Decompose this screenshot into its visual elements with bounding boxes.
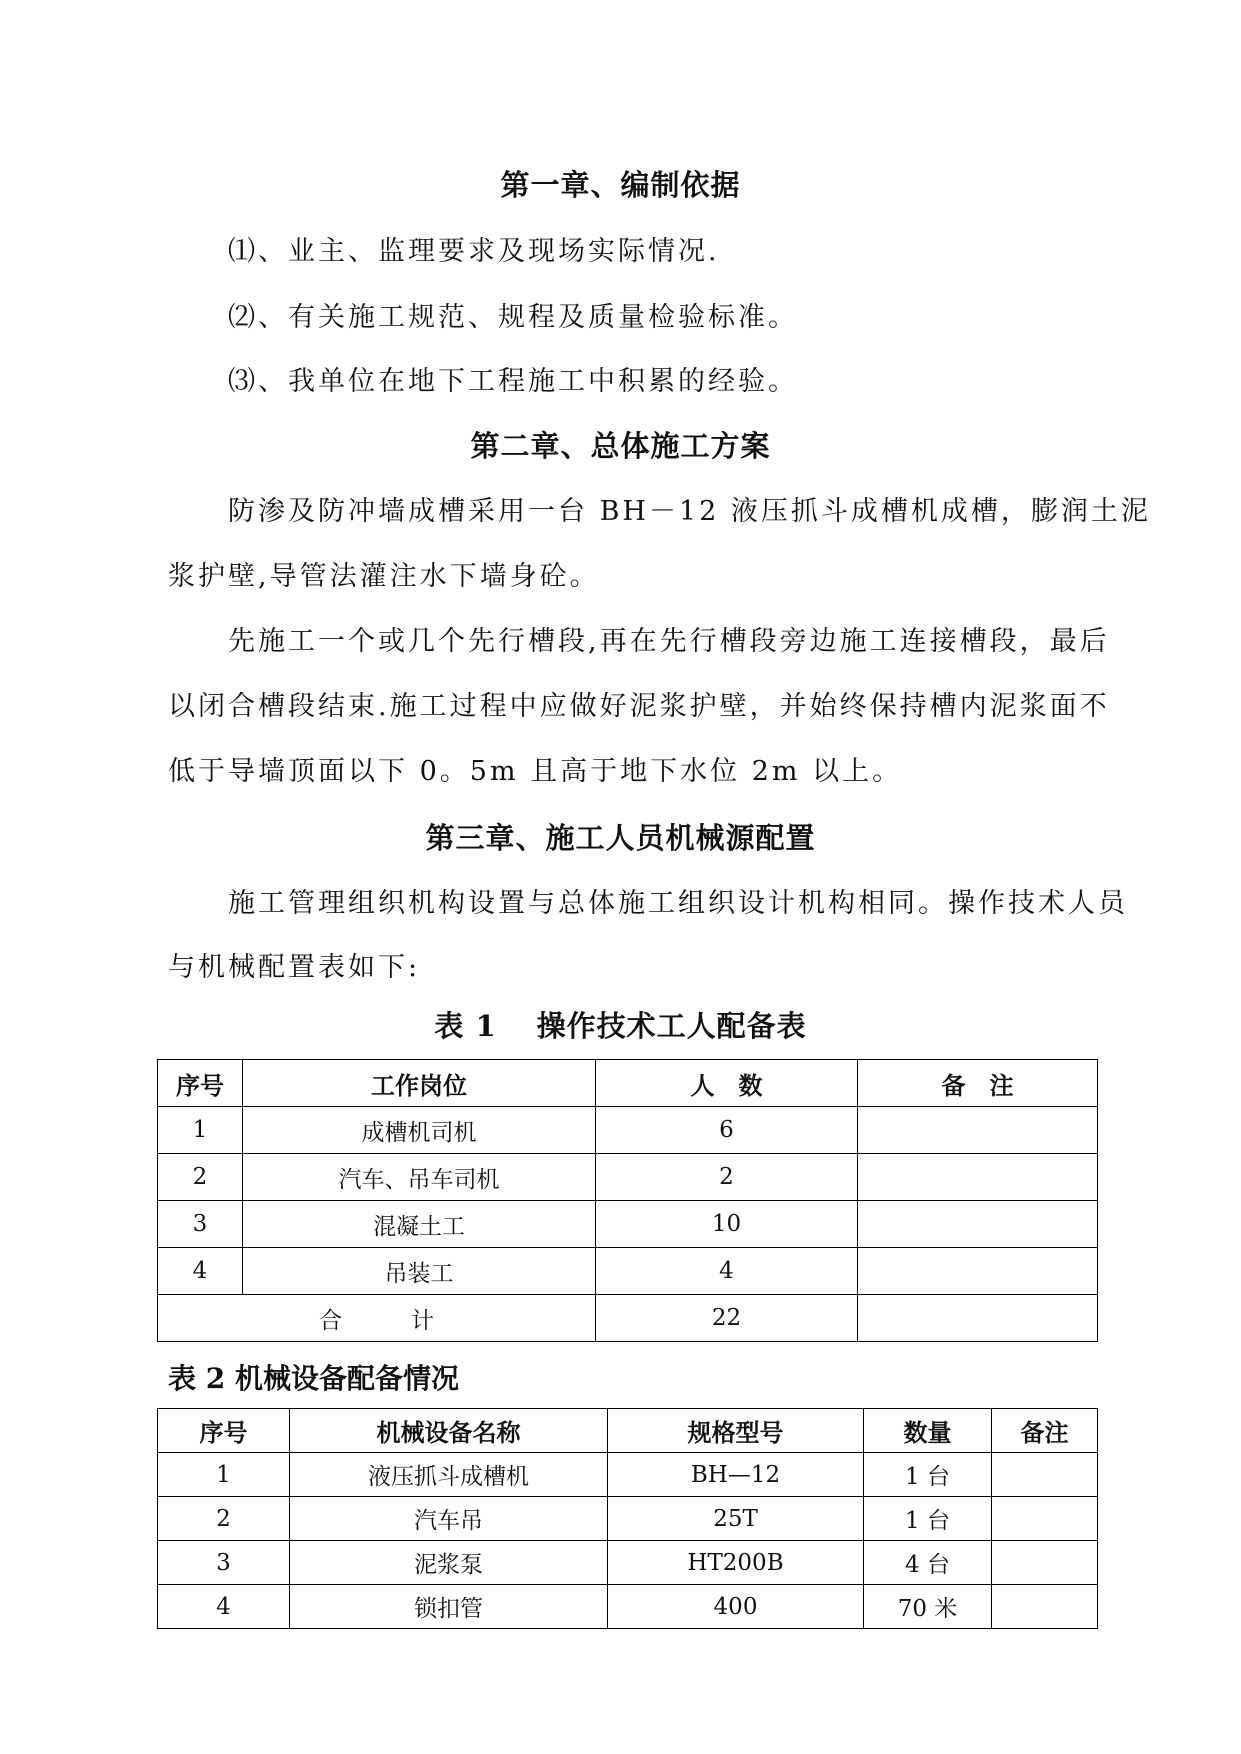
table2-cell: 锁扣管 [290, 1585, 608, 1629]
table1-header-post: 工作岗位 [243, 1060, 596, 1107]
table1-title [0, 1006, 1241, 1046]
table2-cell [992, 1453, 1098, 1497]
table2-cell: 70 米 [864, 1585, 992, 1629]
table1-header-note: 备 注 [858, 1060, 1098, 1107]
table2-cell [992, 1497, 1098, 1541]
table2-header-qty: 数量 [864, 1409, 992, 1453]
table1-cell: 2 [596, 1154, 858, 1201]
table1-total-label: 合 计 [158, 1295, 596, 1342]
table1-cell: 3 [158, 1201, 243, 1248]
table2-cell: 1 台 [864, 1453, 992, 1497]
table2-cell [992, 1541, 1098, 1585]
table1-cell [858, 1107, 1098, 1154]
table-row [158, 1541, 1098, 1585]
table2-cell: 4 台 [864, 1541, 992, 1585]
table2-cell [992, 1585, 1098, 1629]
table2-cell: HT200B [608, 1541, 864, 1585]
table1-cell: 汽车、吊车司机 [243, 1154, 596, 1201]
chapter1-item-3: ⑶、我单位在地下工程施工中积累的经验。 [228, 366, 798, 397]
chapter1-item-2: ⑵、有关施工规范、规程及质量检验标准。 [228, 302, 798, 333]
table-row [158, 1107, 1098, 1154]
table-header-row [158, 1060, 1098, 1107]
table-header-row [158, 1409, 1098, 1453]
chapter3-title: 第三章、施工人员机械源配置 [425, 821, 816, 855]
table2-cell: 2 [158, 1497, 290, 1541]
table2-header-no: 序号 [158, 1409, 290, 1453]
chapter3-para-line2: 与机械配置表如下: [168, 952, 421, 983]
chapter2-title: 第二章、总体施工方案 [470, 429, 771, 463]
table1-cell: 吊装工 [243, 1248, 596, 1295]
table1-cell: 10 [596, 1201, 858, 1248]
table1-cell: 6 [596, 1107, 858, 1154]
table2-cell: 泥浆泵 [290, 1541, 608, 1585]
chapter3-para-line1: 施工管理组织机构设置与总体施工组织设计机构相同。操作技术人员 [228, 888, 1128, 919]
table2-header-model: 规格型号 [608, 1409, 864, 1453]
chapter2-para1-line2: 浆护壁,导管法灌注水下墙身砼。 [168, 561, 600, 592]
table-row [158, 1154, 1098, 1201]
table1-cell: 1 [158, 1107, 243, 1154]
table1-header-count: 人 数 [596, 1060, 858, 1107]
chapter2-para2-line3: 低于导墙顶面以下 0。5m 且高于地下水位 2m 以上。 [168, 756, 903, 787]
chapter2-para2-line1: 先施工一个或几个先行槽段,再在先行槽段旁边施工连接槽段，最后 [228, 626, 1110, 657]
table1-title-number: 表 1 [434, 1009, 497, 1043]
table1-cell: 成槽机司机 [243, 1107, 596, 1154]
table2-cell: 1 [158, 1453, 290, 1497]
table2-cell: 400 [608, 1585, 864, 1629]
table-total-row [158, 1295, 1098, 1342]
chapter1-item-1: ⑴、业主、监理要求及现场实际情况. [228, 236, 720, 267]
table1-cell [858, 1248, 1098, 1295]
table-row [158, 1201, 1098, 1248]
table1-cell: 混凝土工 [243, 1201, 596, 1248]
table2-cell: 25T [608, 1497, 864, 1541]
table2 [157, 1408, 1098, 1629]
table1-cell: 4 [158, 1248, 243, 1295]
table2-cell: 液压抓斗成槽机 [290, 1453, 608, 1497]
table2-cell: 4 [158, 1585, 290, 1629]
chapter2-para1-line1: 防渗及防冲墙成槽采用一台 BH－12 液压抓斗成槽机成槽，膨润土泥 [228, 496, 1151, 527]
table1-title-text: 操作技术工人配备表 [536, 1009, 807, 1043]
table2-cell: 1 台 [864, 1497, 992, 1541]
table1-total-note [858, 1295, 1098, 1342]
table2-header-note: 备注 [992, 1409, 1098, 1453]
table1-cell [858, 1201, 1098, 1248]
table1-cell: 2 [158, 1154, 243, 1201]
table2-cell: BH—12 [608, 1453, 864, 1497]
table-row [158, 1453, 1098, 1497]
table2-header-name: 机械设备名称 [290, 1409, 608, 1453]
table1-total-value: 22 [596, 1295, 858, 1342]
table2-cell: 汽车吊 [290, 1497, 608, 1541]
table-row [158, 1585, 1098, 1629]
table1-cell [858, 1154, 1098, 1201]
chapter1-title: 第一章、编制依据 [500, 168, 741, 202]
table1 [157, 1059, 1098, 1342]
table1-cell: 4 [596, 1248, 858, 1295]
table-row [158, 1497, 1098, 1541]
table-row [158, 1248, 1098, 1295]
table1-header-no: 序号 [158, 1060, 243, 1107]
table2-title: 表 2 机械设备配备情况 [168, 1362, 459, 1395]
chapter2-para2-line2: 以闭合槽段结束.施工过程中应做好泥浆护壁，并始终保持槽内泥浆面不 [168, 691, 1110, 722]
table2-cell: 3 [158, 1541, 290, 1585]
